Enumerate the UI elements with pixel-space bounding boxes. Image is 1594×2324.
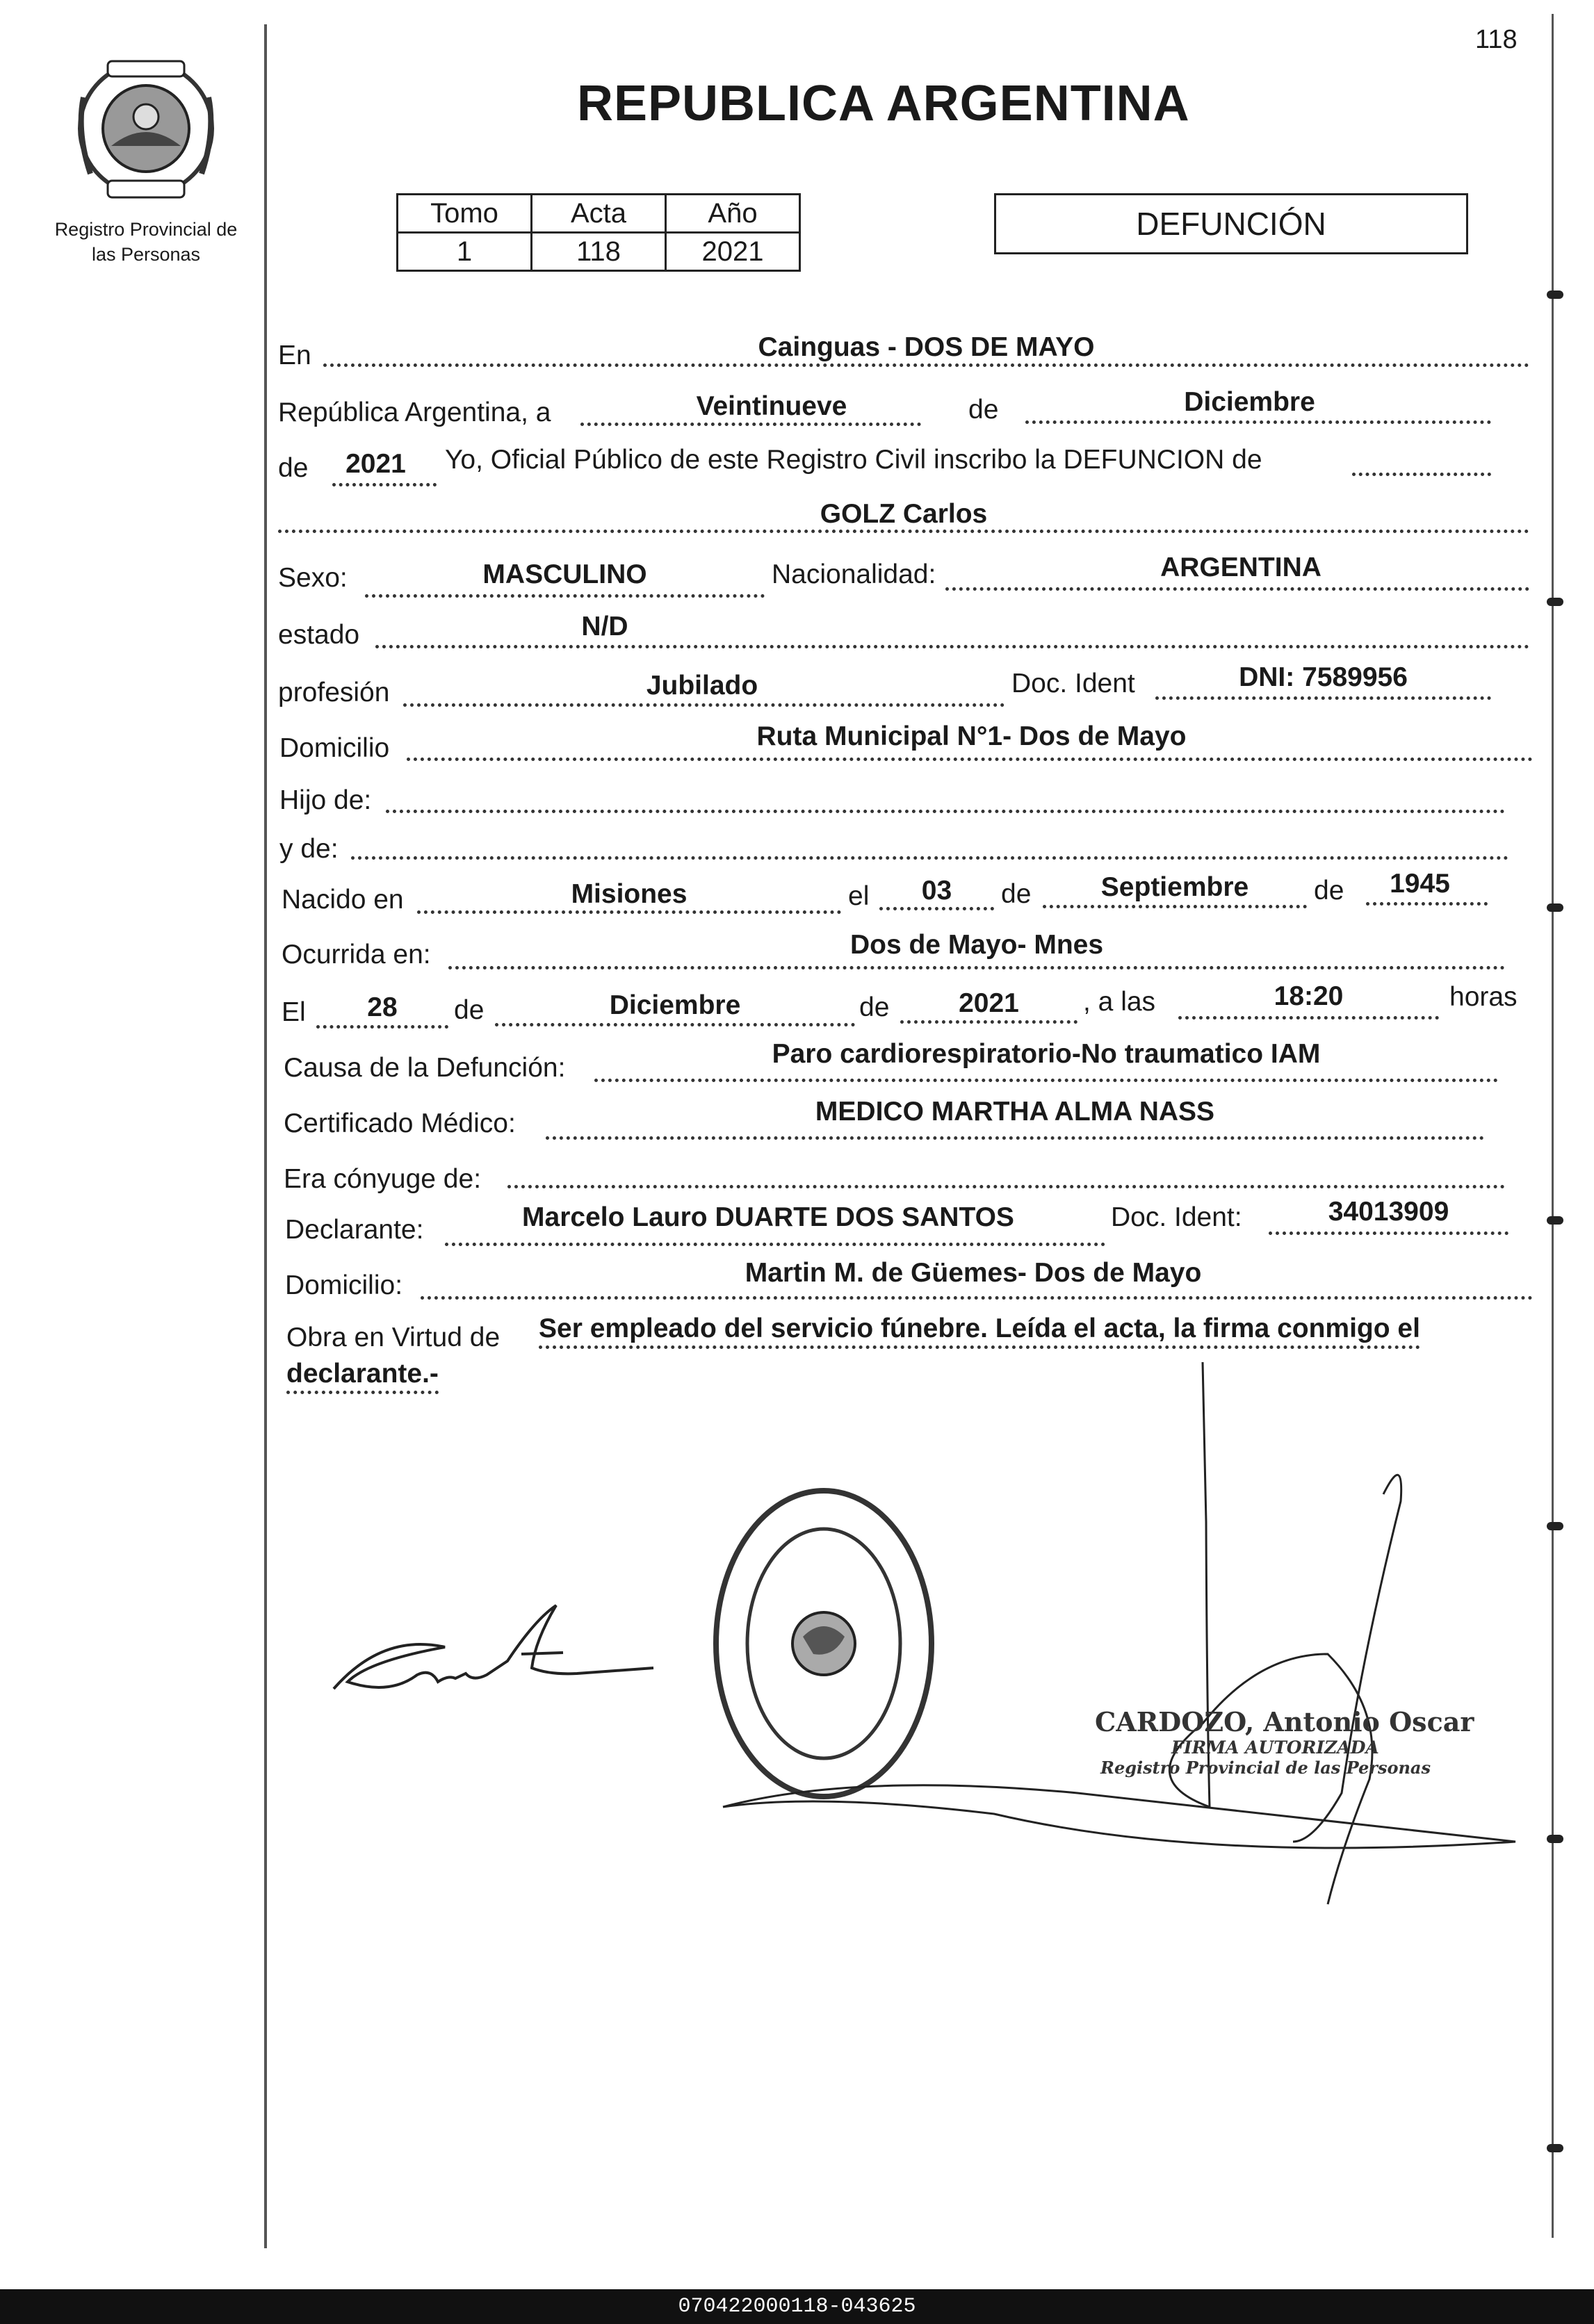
footer-code: 070422000118-043625	[0, 2289, 1594, 2324]
sexo-value: MASCULINO	[482, 559, 647, 589]
declarante-value: Marcelo Lauro DUARTE DOS SANTOS	[522, 1202, 1014, 1232]
lugar-line	[323, 363, 1529, 367]
doc-ident-decl-label: Doc. Ident:	[1111, 1202, 1242, 1232]
dia-nacimiento-line	[879, 907, 994, 910]
doc-declarante-value: 34013909	[1328, 1197, 1449, 1227]
dia-defuncion-value: 28	[367, 992, 398, 1022]
hora-defuncion-value: 18:20	[1274, 981, 1344, 1011]
dia-inscripcion-line	[580, 423, 921, 426]
nacido-en-label: Nacido en	[282, 885, 404, 915]
declarant-signature	[327, 1591, 660, 1703]
page-title: REPUBLICA ARGENTINA	[577, 76, 1190, 131]
mes-inscripcion-line	[1025, 420, 1491, 424]
nacionalidad-line	[945, 587, 1529, 591]
official-org: Registro Provincial de las Personas	[1100, 1758, 1431, 1778]
doc-declarante-line	[1269, 1231, 1508, 1235]
domicilio-line	[407, 758, 1533, 761]
y-de-line	[351, 856, 1508, 860]
domicilio-declarante-line	[421, 1296, 1533, 1300]
lugar-nacimiento-value: Misiones	[571, 879, 688, 909]
anio-value: 2021	[666, 233, 800, 271]
dia-defuncion-line	[316, 1025, 448, 1029]
page-number: 118	[1475, 25, 1518, 54]
nombre-value: GOLZ Carlos	[820, 499, 988, 529]
misiones-seal-emblem	[63, 42, 229, 208]
binding-mark	[1547, 1216, 1563, 1225]
declarante-label: Declarante:	[285, 1215, 424, 1245]
documento-line	[1155, 696, 1491, 700]
nacionalidad-value: ARGENTINA	[1160, 553, 1321, 582]
documento-value: DNI: 7589956	[1239, 662, 1408, 692]
left-margin-line	[264, 24, 267, 2248]
seal-caption-line1: Registro Provincial de	[54, 219, 238, 240]
certificado-value: MEDICO MARTHA ALMA NASS	[815, 1097, 1215, 1127]
binding-mark	[1547, 1522, 1563, 1530]
right-margin-line	[1552, 14, 1554, 2238]
anio-inscripcion-line	[332, 483, 437, 486]
anio-defuncion-value: 2021	[959, 988, 1019, 1018]
mes-defuncion-value: Diciembre	[609, 990, 741, 1020]
dia-inscripcion-value: Veintinueve	[696, 391, 847, 421]
profesion-value: Jubilado	[646, 671, 758, 701]
record-type-box: DEFUNCIÓN	[994, 193, 1468, 254]
declarante-line	[445, 1243, 1105, 1246]
lugar-nacimiento-line	[417, 910, 841, 914]
obra-line2: declarante.-	[286, 1359, 439, 1394]
de-label-4: de	[1314, 876, 1344, 906]
seal-caption	[28, 217, 264, 267]
estado-line	[375, 645, 1529, 648]
register-table	[396, 193, 801, 272]
causa-line	[594, 1079, 1498, 1082]
republica-label: República Argentina, a	[278, 398, 551, 427]
domicilio-declarante-value: Martin M. de Güemes- Dos de Mayo	[745, 1258, 1202, 1288]
a-las-label: , a las	[1083, 987, 1156, 1017]
de-label-6: de	[859, 992, 890, 1022]
causa-label: Causa de la Defunción:	[284, 1053, 566, 1083]
de-label-2: de	[278, 453, 309, 483]
certificado-line	[546, 1136, 1484, 1140]
acta-value: 118	[532, 233, 666, 271]
conyuge-label: Era cónyuge de:	[284, 1164, 482, 1194]
el-cap-label: El	[282, 997, 306, 1027]
de-label-1: de	[968, 395, 999, 425]
domicilio-decl-label: Domicilio:	[285, 1270, 403, 1300]
de-label-3: de	[1001, 879, 1032, 909]
domicilio-label: Domicilio	[279, 733, 390, 763]
official-name: CARDOZO, Antonio Oscar	[1095, 1706, 1474, 1737]
yo-line	[1352, 473, 1491, 476]
register-table-header-row	[398, 195, 800, 233]
nacionalidad-label: Nacionalidad:	[772, 559, 936, 589]
obra-line1: Ser empleado del servicio fúnebre. Leída el acta, la firma conmigo el	[539, 1314, 1420, 1349]
estado-label: estado	[278, 620, 360, 650]
official-role: FIRMA AUTORIZADA	[1171, 1737, 1379, 1758]
register-table-value-row	[398, 233, 800, 271]
anio-defuncion-line	[900, 1020, 1077, 1024]
tomo-header: Tomo	[398, 195, 532, 233]
tomo-value: 1	[398, 233, 532, 271]
ocurrida-en-label: Ocurrida en:	[282, 940, 431, 969]
hijo-de-line	[386, 810, 1505, 813]
anio-inscripcion-value: 2021	[345, 449, 406, 479]
hora-defuncion-line	[1178, 1016, 1439, 1020]
sexo-label: Sexo:	[278, 563, 348, 593]
en-label: En	[278, 341, 311, 370]
authorized-signature-stamp	[1095, 1706, 1474, 1778]
conyuge-line	[507, 1185, 1505, 1188]
binding-mark	[1547, 2144, 1563, 2152]
binding-mark	[1547, 598, 1563, 606]
doc-ident-label: Doc. Ident	[1011, 669, 1135, 698]
binding-mark	[1547, 1835, 1563, 1843]
mes-defuncion-line	[495, 1023, 855, 1026]
domicilio-value: Ruta Municipal N°1- Dos de Mayo	[756, 721, 1187, 751]
mes-inscripcion-value: Diciembre	[1184, 387, 1315, 417]
binding-mark	[1547, 290, 1563, 299]
anio-nacimiento-value: 1945	[1390, 869, 1450, 899]
dia-nacimiento-value: 03	[921, 876, 952, 906]
hijo-de-label: Hijo de:	[279, 785, 372, 815]
binding-mark	[1547, 903, 1563, 912]
obra-label: Obra en Virtud de	[286, 1323, 501, 1352]
profesion-label: profesión	[278, 678, 390, 707]
mes-nacimiento-line	[1043, 905, 1307, 908]
official-signature	[716, 1362, 1536, 1939]
profesion-line	[403, 703, 1005, 707]
anio-nacimiento-line	[1366, 902, 1488, 906]
yo-label: Yo, Oficial Público de este Registro Civil inscribo la DEFUNCION de	[445, 445, 1262, 475]
certificado-label: Certificado Médico:	[284, 1108, 516, 1138]
de-label-5: de	[454, 995, 485, 1025]
mes-nacimiento-value: Septiembre	[1100, 872, 1249, 902]
sexo-line	[365, 594, 765, 598]
nombre-line	[278, 530, 1529, 533]
estado-value: N/D	[581, 612, 628, 641]
causa-value: Paro cardiorespiratorio-No traumatico IAM	[772, 1039, 1321, 1069]
lugar-value: Cainguas - DOS DE MAYO	[758, 332, 1095, 362]
lugar-defuncion-value: Dos de Mayo- Mnes	[849, 930, 1104, 960]
seal-caption-line2: las Personas	[91, 244, 201, 265]
acta-header: Acta	[532, 195, 666, 233]
lugar-defuncion-line	[448, 966, 1505, 969]
el-label: el	[848, 881, 870, 911]
horas-label: horas	[1449, 982, 1518, 1012]
anio-header: Año	[666, 195, 800, 233]
y-de-label: y de:	[279, 834, 339, 864]
